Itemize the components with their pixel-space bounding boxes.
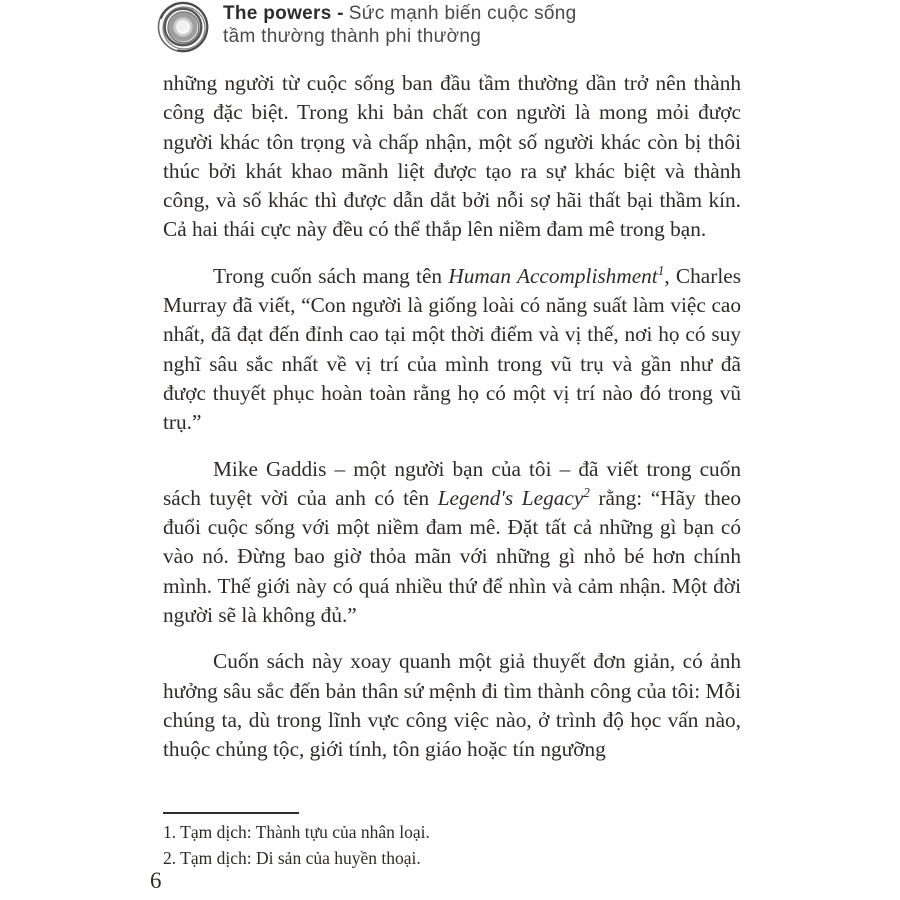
footnote: 1. Tạm dịch: Thành tựu của nhân loại.: [163, 822, 430, 842]
footnote-reference: 2: [583, 484, 590, 500]
footnote: 2. Tạm dịch: Di sản của huyền thoại.: [163, 847, 421, 868]
paragraph: Trong cuốn sách mang tên Human Accomplishment$^1$, Charles Murray đã viết, “Con người là giống loài có năng suất làm việc cao nhất, đã đạt đến đỉnh cao tại một thời điểm và vị thế, nơi họ có suy nghĩ sâu sắc nhất về vị trí của mình trong vũ trụ và gần như đã được thuyết phục hoàn toàn rằng họ có một vị trí nào đó trong vũ trụ.”: [163, 262, 741, 435]
running-head-line1: [223, 2, 577, 25]
paragraph: những người từ cuộc sống ban đầu tầm thường dần trở nên thành công đặc biệt. Trong khi bản chất con người là mong mỏi được người khác tôn trọng và chấp nhận, một số người khác còn bị thôi thúc bởi khát khao mãnh liệt được tạo ra sự khác biệt và thành công, và số khác thì được dẫn dắt bởi nỗi sợ hãi thất bại thầm kín. Cả hai thái cực này đều có thể thắp lên niềm đam mê trong bạn.: [163, 71, 741, 242]
running-head-line2: [223, 25, 577, 48]
running-head: [223, 1, 577, 48]
footnote-separator: [163, 812, 299, 814]
footnote-reference: 1: [657, 262, 665, 278]
paragraph: Mike Gaddis – một người bạn của tôi – đã viết trong cuốn sách tuyệt vời của anh có tên Legend's Legacy$^2$ rằng: “Hãy theo đuổi cuộc sống với một niềm đam mê. Đặt tất cả những gì bạn có vào nó. Đừng bao giờ thỏa mãn với những gì nhỏ bé hơn chính mình. Thế giới này có quá nhiều thứ để nhìn và cảm nhận. Một đời người sẽ là không đủ.”: [163, 456, 741, 628]
paragraph: Cuốn sách này xoay quanh một giả thuyết đơn giản, có ảnh hưởng sâu sắc đến bản thân sứ mệnh đi tìm thành công của tôi: Mỗi chúng ta, dù trong lĩnh vực công việc nào, ở trình độ học vấn nào, thuộc chủng tộc, giới tính, tôn giáo hoặc tín ngưỡng: [163, 649, 741, 762]
footnotes: [163, 812, 741, 871]
book-brand-title: The powers -: [223, 3, 344, 24]
footnote-list: [163, 820, 741, 871]
body-text: [163, 69, 741, 765]
page-header: [154, 1, 577, 54]
book-subtitle-part1: Sức mạnh biến cuộc sống: [348, 3, 577, 24]
book-subtitle-part2: tầm thường thành phi thường: [223, 26, 482, 47]
publisher-logo-icon: [154, 1, 212, 54]
page-number: 6: [150, 868, 162, 893]
